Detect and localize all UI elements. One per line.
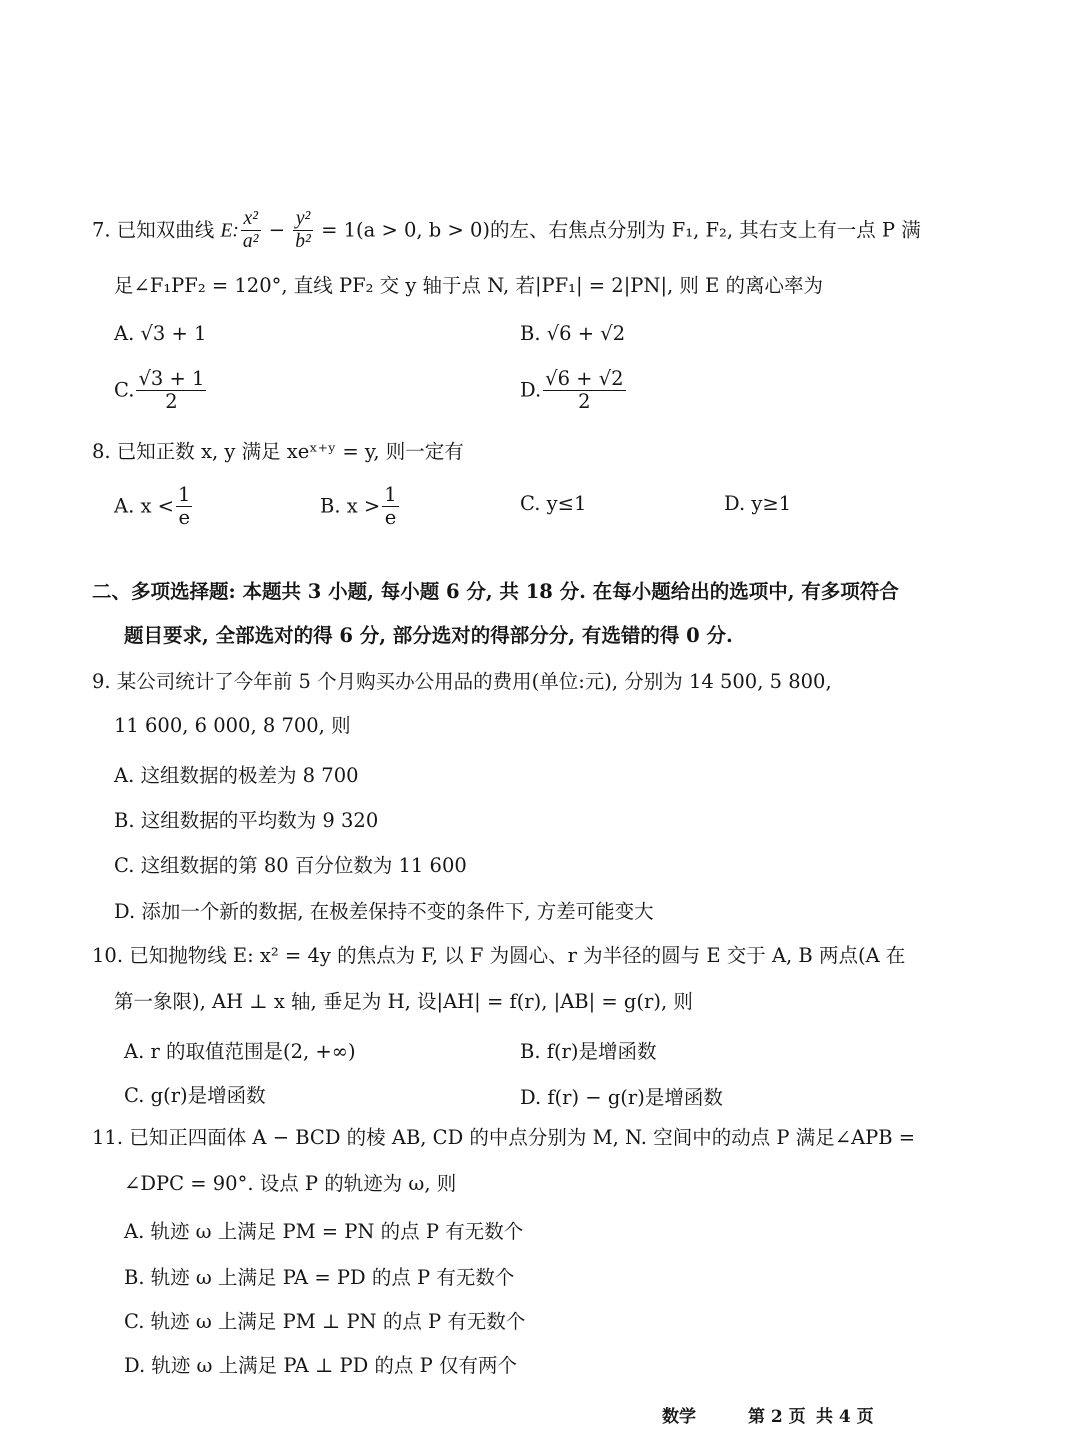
q9-option-c: C. 这组数据的第 80 百分位数为 11 600 bbox=[114, 854, 467, 877]
q8-option-b bbox=[320, 484, 401, 530]
q7-option-c bbox=[114, 368, 208, 414]
q7-option-d-num: √6 + √2 bbox=[545, 367, 624, 390]
q10-option-d: D. f(r) − g(r)是增函数 bbox=[520, 1086, 723, 1109]
q8-option-a bbox=[114, 484, 194, 530]
q8-option-b-num: 1 bbox=[384, 483, 397, 506]
q7-option-d-frac bbox=[543, 368, 625, 414]
q11-option-d: D. 轨迹 ω 上满足 PA ⊥ PD 的点 P 仅有两个 bbox=[124, 1354, 517, 1377]
q11-option-c: C. 轨迹 ω 上满足 PM ⊥ PN 的点 P 有无数个 bbox=[124, 1310, 526, 1333]
q9-stem-line2: 11 600, 6 000, 8 700, 则 bbox=[114, 714, 351, 737]
q7-frac-x bbox=[241, 208, 261, 254]
q9-option-b: B. 这组数据的平均数为 9 320 bbox=[114, 809, 379, 832]
q7-option-d bbox=[520, 368, 628, 414]
q7-frac-y-den: b² bbox=[295, 231, 311, 253]
q7-minus: − bbox=[262, 218, 292, 242]
q9-stem-line1: 9. 某公司统计了今年前 5 个月购买办公用品的费用(单位:元), 分别为 14 500, 5 800, bbox=[92, 670, 832, 693]
q7-option-c-frac bbox=[136, 368, 206, 414]
q7-prefix: 7. 已知双曲线 bbox=[92, 218, 221, 242]
q11-stem-line1: 11. 已知正四面体 A − BCD 的棱 AB, CD 的中点分别为 M, N. 空间中的动点 P 满足∠APB = bbox=[92, 1126, 916, 1149]
q7-option-c-label: C. bbox=[114, 378, 135, 402]
q11-option-b: B. 轨迹 ω 上满足 PA = PD 的点 P 有无数个 bbox=[124, 1266, 515, 1289]
q10-stem-line2: 第一象限), AH ⊥ x 轴, 垂足为 H, 设|AH| = f(r), |AB| = g(r), 则 bbox=[114, 990, 693, 1013]
q7-option-a: A. √3 + 1 bbox=[114, 322, 207, 345]
q8-option-a-num: 1 bbox=[178, 483, 191, 506]
q11-stem-line2: ∠DPC = 90°. 设点 P 的轨迹为 ω, 则 bbox=[124, 1172, 457, 1195]
q10-option-c: C. g(r)是增函数 bbox=[124, 1084, 266, 1107]
q8-option-a-label: A. x < bbox=[114, 494, 175, 518]
q7-stem-line2: 足∠F₁PF₂ = 120°, 直线 PF₂ 交 y 轴于点 N, 若|PF₁| = 2|PN|, 则 E 的离心率为 bbox=[114, 274, 824, 297]
q7-suffix: = 1(a > 0, b > 0)的左、右焦点分别为 F₁, F₂, 其右支上有一点 P 满 bbox=[314, 218, 921, 242]
q7-option-d-label: D. bbox=[520, 378, 542, 402]
q7-option-c-den: 2 bbox=[165, 390, 178, 414]
q7-frac-y-num: y² bbox=[293, 208, 313, 231]
q8-option-a-frac bbox=[176, 484, 192, 530]
section2-heading-line2: 题目要求, 全部选对的得 6 分, 部分选对的得部分分, 有选错的得 0 分. bbox=[124, 624, 733, 647]
footer-page-number: 第 2 页 bbox=[748, 1407, 806, 1427]
q7-frac-x-num: x² bbox=[241, 208, 261, 231]
q7-option-b: B. √6 + √2 bbox=[520, 322, 626, 345]
q8-option-a-den: e bbox=[178, 506, 190, 530]
q8-option-b-den: e bbox=[384, 506, 397, 530]
section2-heading-line1: 二、多项选择题: 本题共 3 小题, 每小题 6 分, 共 18 分. 在每小题给出的选项中, 有多项符合 bbox=[92, 580, 899, 603]
q10-stem-line1: 10. 已知抛物线 E: x² = 4y 的焦点为 F, 以 F 为圆心、r 为半径的圆与 E 交于 A, B 两点(A 在 bbox=[92, 944, 906, 967]
q11-option-a: A. 轨迹 ω 上满足 PM = PN 的点 P 有无数个 bbox=[124, 1220, 524, 1243]
q10-option-b: B. f(r)是增函数 bbox=[520, 1040, 657, 1063]
footer-total-pages: 共 4 页 bbox=[816, 1407, 874, 1427]
q8-stem: 8. 已知正数 x, y 满足 xeˣ⁺ʸ = y, 则一定有 bbox=[92, 440, 464, 463]
q9-option-d: D. 添加一个新的数据, 在极差保持不变的条件下, 方差可能变大 bbox=[114, 900, 654, 923]
q10-option-a: A. r 的取值范围是(2, +∞) bbox=[124, 1040, 356, 1063]
q8-option-d: D. y≥1 bbox=[724, 492, 792, 515]
q7-option-c-num: √3 + 1 bbox=[138, 367, 205, 390]
q7-stem-line1 bbox=[92, 208, 921, 254]
q8-option-c: C. y≤1 bbox=[520, 492, 587, 515]
q8-option-b-frac bbox=[382, 484, 398, 530]
q9-option-a: A. 这组数据的极差为 8 700 bbox=[114, 764, 359, 787]
footer-subject: 数学 bbox=[662, 1407, 696, 1427]
q7-option-d-den: 2 bbox=[578, 390, 591, 414]
q7-frac-x-den: a² bbox=[242, 231, 259, 253]
q7-curve-name: E: bbox=[220, 220, 239, 242]
q7-frac-y bbox=[293, 208, 313, 254]
q8-option-b-label: B. x > bbox=[320, 494, 381, 518]
